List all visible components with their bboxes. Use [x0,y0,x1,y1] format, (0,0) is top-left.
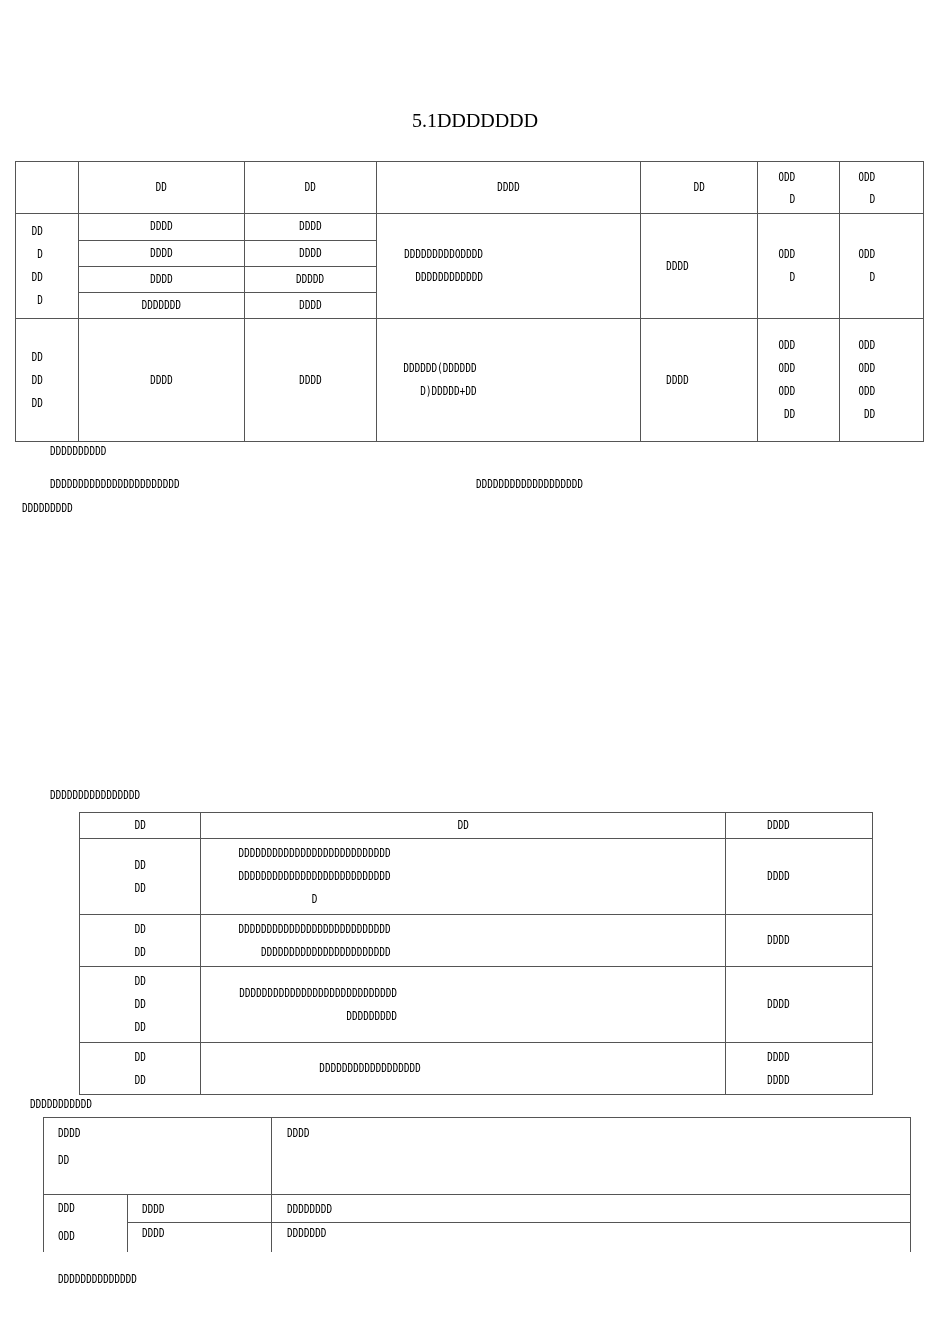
table2-header: DDDD [726,813,873,839]
table2-row-label: DD DD [80,839,201,915]
table1-row2-label: DD DD DD [16,319,79,442]
table1-row2-c1: DDDD [78,319,244,442]
table2-row-label: DD DD [80,1043,201,1095]
table1-subcell: DDDDD [244,266,375,292]
table-1 [15,161,924,442]
table3-r1b: DDDD [287,1126,310,1140]
table1-row2-c2: DDDD [244,319,376,442]
table2-row-desc: DDDDDDDDDDDDDDDDDDDDDDDDDDD DDDDDDDDDDDDDDDDDDDDDDD [200,915,725,967]
note-6: DDDDDDDDDDDDDD [58,1272,137,1286]
table1-row2-col6: ODD ODD ODD DD [840,319,924,442]
table3-cell: DDDDDDDD [287,1202,333,1216]
table1-subcell: DDDD [79,266,244,292]
table1-header: DDDD [376,162,641,214]
table3-cell: DDDD [142,1202,165,1216]
table1-header: DD [641,162,758,214]
table1-row1-label: DD D DD D [16,214,79,319]
table2-row-value: DDDD [726,915,873,967]
table1-header: ODD D [840,162,924,214]
table2-row-value: DDDD [726,967,873,1043]
page-title: 5.1DDDDDDD [411,110,539,132]
table2-row-value: DDDD [726,839,873,915]
table1-row2-col4: DDDD [641,319,758,442]
note-4: DDDDDDDDDDDDDDDD [50,788,141,802]
table1-row1-subgrid [78,214,376,319]
table2-header: DD [200,813,725,839]
table1-header: DD [244,162,376,214]
table3-r1a: DDDD DD [58,1126,81,1167]
note-1: DDDDDDDDDD [50,444,107,458]
table1-corner [16,162,79,214]
table2-row-desc: DDDDDDDDDDDDDDDDDDDDDDDDDDD DDDDDDDDDDDDDDDDDDDDDDDDDDD D [200,839,725,915]
table-2 [79,812,873,1095]
table2-row-label: DD DD [80,915,201,967]
note-2b: DDDDDDDDDDDDDDDDDDD [476,477,584,491]
table1-subcell: DDDD [244,240,375,266]
table1-row2-col5: ODD ODD ODD DD [758,319,840,442]
note-5: DDDDDDDDDDD [30,1097,92,1111]
table2-row-value: DDDD DDDD [726,1043,873,1095]
table3-cell: DDDDDDD [287,1226,327,1240]
table1-subcell: DDDD [244,214,375,240]
table2-header: DD [80,813,201,839]
note-2a: DDDDDDDDDDDDDDDDDDDDDDD [50,477,180,491]
table2-row-desc: DDDDDDDDDDDDDDDDDDDDDDDDDDDD DDDDDDDDD [200,967,725,1043]
table1-row1-col6: ODD D [840,214,924,319]
table1-row1-col4: DDDD [641,214,758,319]
table3-cell: DDDD [142,1226,165,1240]
table-3 [43,1117,911,1252]
table1-subcell: DDDD [79,214,244,240]
table1-row1-col5: ODD D [758,214,840,319]
table1-row1-desc: DDDDDDDDDODDDD DDDDDDDDDDDD [376,214,641,319]
table1-subcell: DDDDDDD [79,292,244,318]
table2-row-desc: DDDDDDDDDDDDDDDDDD [200,1043,725,1095]
table1-header: ODD D [758,162,840,214]
note-3: DDDDDDDDD [22,501,73,515]
table3-r2label: DDD ODD [58,1201,75,1243]
table2-row-label: DD DD DD [80,967,201,1043]
table1-subcell: DDDD [79,240,244,266]
table1-subcell: DDDD [298,297,322,312]
table1-header: DD [78,162,244,214]
table1-row2-desc: DDDDDD(DDDDDD D)DDDDD+DD [376,319,641,442]
